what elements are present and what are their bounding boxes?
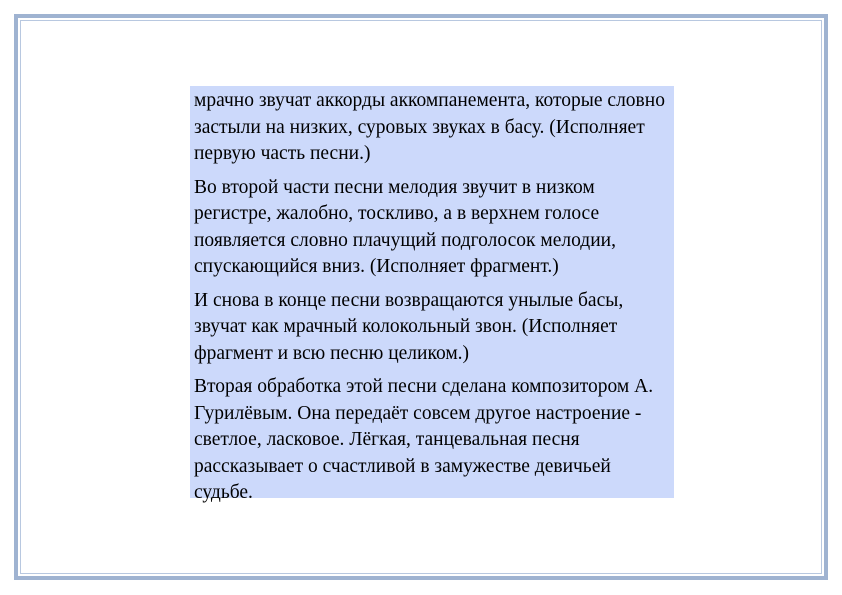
text-box (190, 86, 674, 503)
paragraph-2: Во второй части песни мелодия звучит в низком регистре, жалобно, тоскливо, а в верхнем голосе появляется словно плачущий подголосок мелодии, спускающийся вниз. (Исполняет фрагмент.) (194, 176, 616, 277)
paragraph-4: Вторая обработка этой песни сделана композитором А. Гурилёвым. Она передаёт совсем другое настроение - светлое, ласковое. Лёгкая, танцевальная песня рассказывает о счастливой в замужестве девичьей судьбе. (194, 376, 654, 503)
paragraph-1: мрачно звучат аккорды аккомпанемента, которые словно застыли на низких, суровых звуках в басу. (Исполняет первую часть песни.) (194, 90, 665, 164)
paragraph-3: И снова в конце песни возвращаются унылые басы, звучат как мрачный колокольный звон. (Исполняет фрагмент и всю песню целиком.) (194, 289, 624, 364)
